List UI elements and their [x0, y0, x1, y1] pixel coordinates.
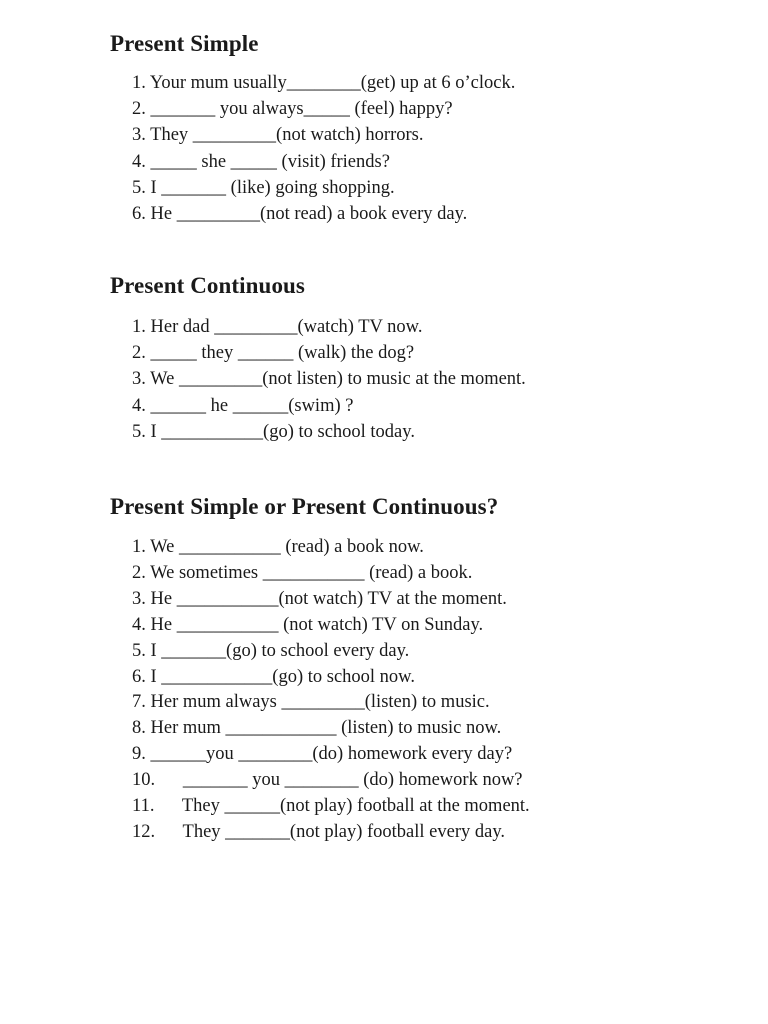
- exercise-item: 10. _______ you ________ (do) homework now?: [132, 770, 523, 791]
- exercise-item: 8. Her mum ____________ (listen) to music now.: [132, 718, 502, 739]
- exercise-item: 5. I _______ (like) going shopping.: [132, 177, 395, 198]
- section-heading: Present Simple or Present Continuous?: [110, 494, 499, 519]
- exercise-item: 1. We ___________ (read) a book now.: [132, 537, 424, 557]
- section-present-continuous: [110, 272, 526, 445]
- section-heading: Present Continuous: [110, 273, 305, 298]
- exercise-item: 2. _______ you always_____ (feel) happy?: [132, 99, 453, 120]
- exercise-list: [110, 535, 530, 846]
- exercise-item: 3. He ___________(not watch) TV at the moment.: [132, 588, 507, 609]
- exercise-item: 11. They ______(not play) football at the moment.: [132, 796, 530, 817]
- exercise-item: 2. We sometimes ___________ (read) a book.: [132, 562, 473, 583]
- section-present-simple: [110, 30, 515, 227]
- exercise-list: [110, 70, 515, 227]
- exercise-item: 12. They _______(not play) football every day.: [132, 821, 505, 842]
- exercise-item: 7. Her mum always _________(listen) to music.: [132, 692, 490, 713]
- exercise-item: 3. They _________(not watch) horrors.: [132, 125, 424, 146]
- exercise-list: [110, 314, 526, 445]
- exercise-item: 1. Your mum usually________(get) up at 6 o’clock.: [132, 73, 516, 93]
- section-heading: Present Simple: [110, 31, 259, 56]
- exercise-item: 3. We _________(not listen) to music at the moment.: [132, 369, 526, 390]
- exercise-item: 5. I _______(go) to school every day.: [132, 640, 410, 661]
- exercise-item: 4. He ___________ (not watch) TV on Sunday.: [132, 614, 484, 635]
- exercise-item: 6. He _________(not read) a book every day.: [132, 204, 468, 225]
- section-simple-or-continuous: [110, 493, 530, 846]
- exercise-item: 6. I ____________(go) to school now.: [132, 666, 415, 687]
- exercise-item: 4. _____ she _____ (visit) friends?: [132, 151, 390, 172]
- exercise-item: 1. Her dad _________(watch) TV now.: [132, 317, 423, 337]
- exercise-item: 5. I ___________(go) to school today.: [132, 421, 415, 442]
- exercise-item: 2. _____ they ______ (walk) the dog?: [132, 343, 415, 364]
- exercise-item: 9. ______you ________(do) homework every day?: [132, 744, 513, 765]
- exercise-item: 4. ______ he ______(swim) ?: [132, 395, 354, 416]
